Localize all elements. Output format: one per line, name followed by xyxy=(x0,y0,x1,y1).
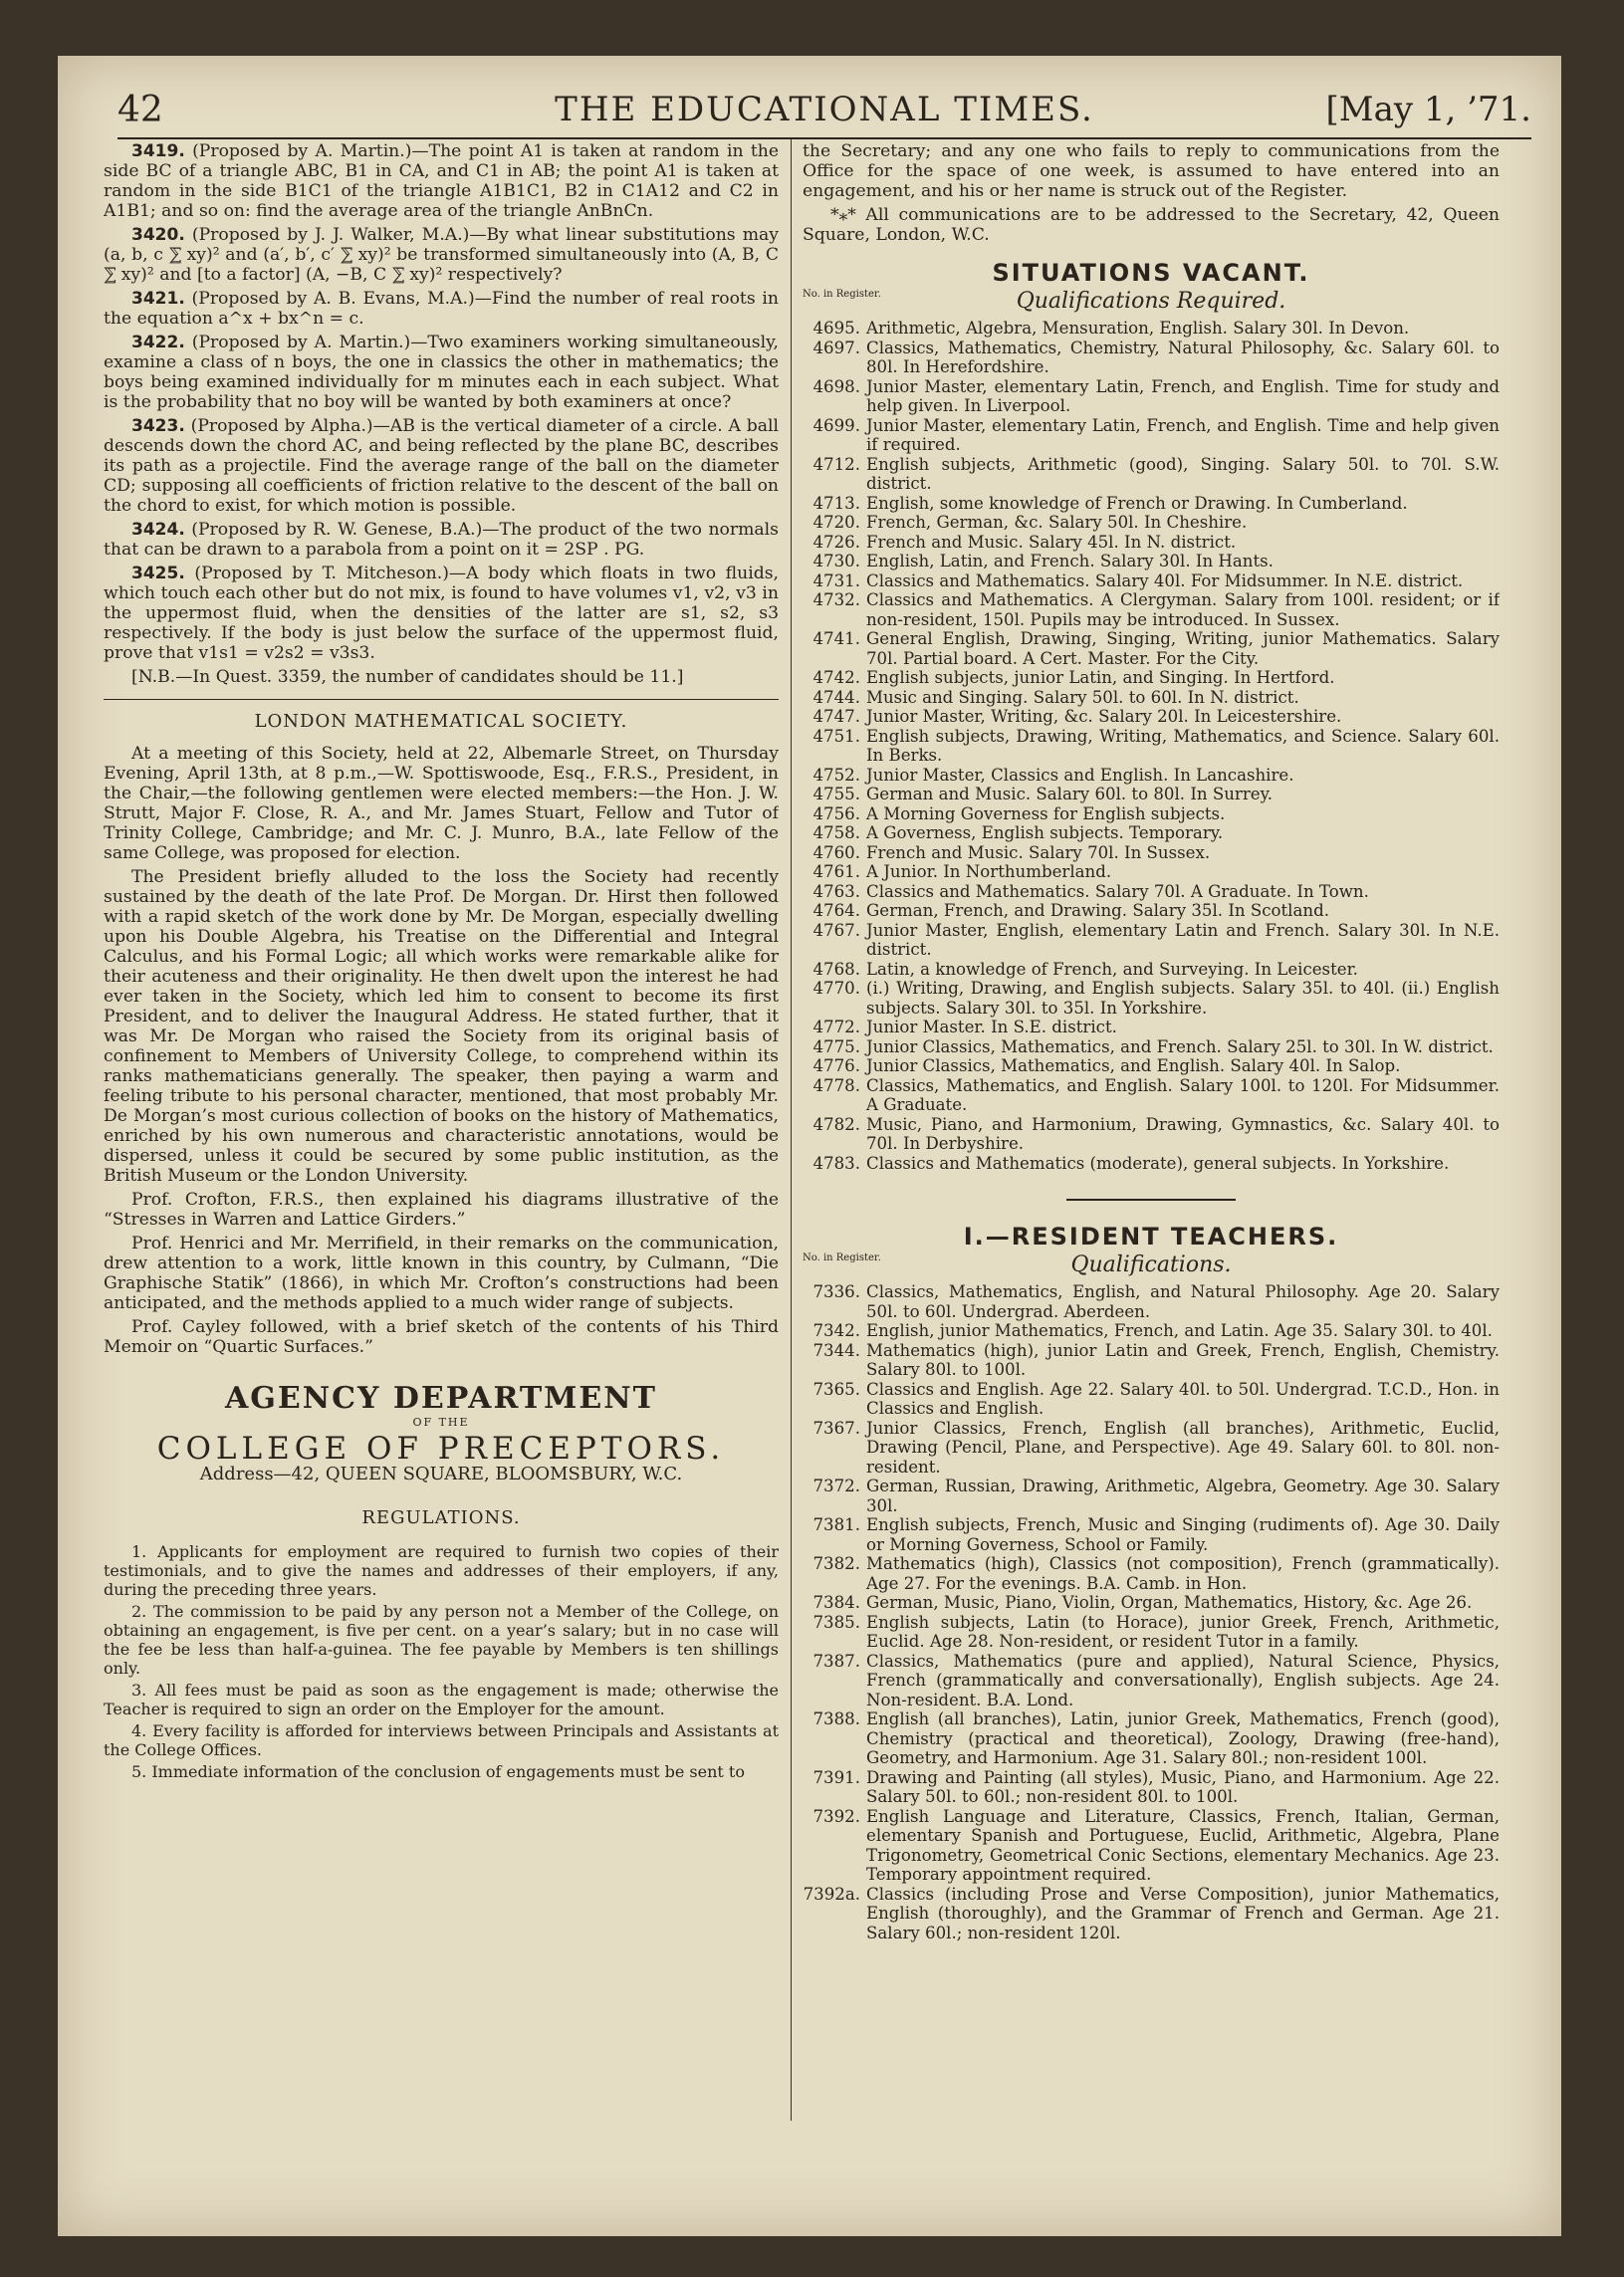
lms-report xyxy=(104,744,779,1357)
list-item xyxy=(803,766,1500,786)
publication-title: THE EDUCATIONAL TIMES. xyxy=(555,90,1094,129)
list-item xyxy=(803,552,1500,571)
list-item xyxy=(803,494,1500,514)
register-number: 7392a. xyxy=(803,1884,860,1904)
list-item xyxy=(803,688,1500,708)
list-item xyxy=(803,901,1500,921)
qualifications-text: English (all branches), Latin, junior Greek, Mathematics, French (good), Chemistry (practical and theoretical), Zoology, Drawing (free-hand), Geometry, and Harmonium. Age 31. Salary 80l.; non-resident 100l. xyxy=(866,1709,1500,1767)
list-item xyxy=(803,1321,1500,1341)
qualifications-text: English subjects, Latin (to Horace), junior Greek, French, Arithmetic, Euclid. Age 28. Non-resident, or resident Tutor in a family. xyxy=(866,1612,1500,1651)
register-column-label: No. in Register. xyxy=(803,1252,881,1263)
question-text: (Proposed by Alpha.)—AB is the vertical diameter of a circle. A ball descends down the chord AC, and being reflected by the plane BC, describes its path as a projectile. Find the average range of the ball on the diameter CD; supposing all coefficients of friction relative to the descent of the ball on the chord to exist, for which motion is possible. xyxy=(104,416,779,516)
register-number: 4697. xyxy=(812,338,860,357)
register-number: 4763. xyxy=(812,881,860,901)
register-number: 4742. xyxy=(812,668,860,687)
register-number: 7391. xyxy=(812,1767,860,1787)
nb-note: [N.B.—In Quest. 3359, the number of candidates should be 11.] xyxy=(131,667,684,687)
list-item xyxy=(803,921,1500,960)
college-name: COLLEGE OF PRECEPTORS. xyxy=(156,1431,726,1467)
register-number: 4698. xyxy=(812,376,860,396)
register-number: 7342. xyxy=(812,1321,860,1340)
newspaper-page xyxy=(58,56,1561,2236)
list-item xyxy=(803,668,1500,688)
register-number: 4761. xyxy=(812,862,860,881)
list-item xyxy=(803,533,1500,553)
register-number: 7372. xyxy=(812,1477,860,1495)
register-number: 4752. xyxy=(812,765,860,785)
qualifications-text: A Junior. In Northumberland. xyxy=(866,862,1112,881)
qualifications-text: Arithmetic, Algebra, Mensuration, English. Salary 30l. In Devon. xyxy=(866,319,1410,338)
qualifications-text: A Morning Governess for English subjects. xyxy=(866,803,1226,823)
question-text: (Proposed by J. J. Walker, M.A.)—By what linear substitutions may (a, b, c ⅀ xy)² and (a′, b′, c′ ⅀ xy)² be transformed simultaneously into (A, B, C ⅀ xy)² and [to a factor] (A, −B, C ⅀ xy)² respectively? xyxy=(104,225,779,285)
questions-section xyxy=(104,141,779,663)
qualifications-text: Classics and Mathematics. Salary 70l. A Graduate. In Town. xyxy=(866,881,1369,901)
list-item xyxy=(803,1282,1500,1321)
regulations-continued xyxy=(803,141,1500,245)
register-number: 4720. xyxy=(812,513,860,532)
register-number: 4783. xyxy=(812,1153,860,1173)
list-item xyxy=(803,319,1500,339)
question-text: (Proposed by T. Mitcheson.)—A body which floats in two fluids, which touch each other but do not mix, is found to have volumes v1, v2, v3 in the uppermost fluid, when the densities of the latter are s1, s2, s3 respectively. If the body is just below the surface of the uppermost fluid, prove that v1s1 = v2s2 = v3s3. xyxy=(104,564,779,663)
register-number: 7392. xyxy=(812,1806,860,1826)
list-item xyxy=(803,629,1500,668)
register-number: 7388. xyxy=(812,1709,860,1728)
register-number: 4768. xyxy=(812,959,860,979)
register-number: 4782. xyxy=(812,1114,860,1134)
register-number: 7381. xyxy=(812,1515,860,1534)
qualifications-text: Junior Master, Classics and English. In Lancashire. xyxy=(866,765,1294,785)
situations-heading: SITUATIONS VACANT. xyxy=(992,259,1310,287)
register-number: 4747. xyxy=(812,707,860,726)
qualifications-text: Junior Master, elementary Latin, French, and English. Time for study and help given. In Liverpool. xyxy=(866,376,1500,415)
register-number: 4699. xyxy=(812,415,860,435)
regulations-list xyxy=(104,1542,779,1781)
regulation-item: 2. The commission to be paid by any person not a Member of the College, on obtaining an engagement, is five per cent. on a year’s salary; but in no case will the fee be less than half-a-guinea. The fee payable by Members is ten shillings only. xyxy=(104,1602,779,1678)
list-item xyxy=(803,1593,1500,1613)
question-item xyxy=(104,141,779,221)
register-number: 4756. xyxy=(812,803,860,823)
lms-paragraph: Prof. Henrici and Mr. Merrifield, in their remarks on the communication, drew attention to a work, little known in this country, by Culmann, “Die Graphische Statik” (1866), in which Mr. Crofton’s constructions had been anticipated, and the methods applied to a much wider range of subjects. xyxy=(104,1234,779,1313)
register-number: 4772. xyxy=(812,1018,860,1036)
qualifications-text: Junior Master, English, elementary Latin and French. Salary 30l. In N.E. district. xyxy=(866,920,1500,959)
regulation-item: 5. Immediate information of the conclusion of engagements must be sent to xyxy=(131,1762,745,1781)
list-item xyxy=(803,1154,1500,1174)
list-item xyxy=(803,727,1500,766)
question-item xyxy=(104,289,779,329)
register-number: 4732. xyxy=(812,590,860,609)
list-item xyxy=(803,1515,1500,1554)
list-item xyxy=(803,513,1500,533)
question-text: (Proposed by A. Martin.)—Two examiners working simultaneously, examine a class of n boys, the one in classics the other in mathematics; the boys being examined individually for m minutes each in each subject. What is the probability that no boy will be wanted by both examiners at once? xyxy=(104,333,779,412)
list-item xyxy=(803,804,1500,824)
qualifications-text: General English, Drawing, Singing, Writing, junior Mathematics. Salary 70l. Partial board. A Cert. Master. For the City. xyxy=(866,629,1500,668)
qualifications-text: English subjects, Drawing, Writing, Mathematics, and Science. Salary 60l. In Berks. xyxy=(866,726,1500,765)
list-item xyxy=(803,571,1500,591)
list-item xyxy=(803,1768,1500,1807)
list-item xyxy=(803,707,1500,727)
resident-subheader xyxy=(803,1252,1500,1278)
register-number: 4730. xyxy=(812,552,860,570)
register-number: 7382. xyxy=(812,1554,860,1573)
question-number: 3422. xyxy=(131,333,185,352)
lms-paragraph: The President briefly alluded to the loss the Society had recently sustained by the death of the late Prof. De Morgan. Dr. Hirst then followed with a rapid sketch of the work done by Mr. De Morgan, especially dwelling upon his Double Algebra, his Treatise on the Differential and Integral Calculus, and his Formal Logic; all which works were remarkable alike for their acuteness and their originality. He then dwelt upon the interest he had ever taken in the Society, which led him to consent to become its first President, and to deliver the Inaugural Address. He stated further, that it was Mr. De Morgan who raised the Society from its original basis of confinement to Members of University College, to comprehend within its ranks mathematicians generally. The speaker, then paying a warm and feeling tribute to his personal character, mentioned, that most probably Mr. De Morgan’s most curious collection of books on the history of Mathematics, enriched by his own numerous and characteristic annotations, would be dispersed, unless it could be secured by some public institution, as the British Museum or the London University. xyxy=(104,867,779,1186)
question-number: 3425. xyxy=(131,564,185,583)
qualifications-text: English, Latin, and French. Salary 30l. In Hants. xyxy=(866,552,1274,570)
register-number: 4776. xyxy=(812,1056,860,1075)
list-item xyxy=(803,1613,1500,1652)
short-rule xyxy=(1066,1199,1236,1201)
register-number: 4767. xyxy=(812,920,860,940)
qualifications-text: Classics and Mathematics. A Clergyman. Salary from 100l. resident; or if non-resident, 150l. Pupils may be introduced. In Sussex. xyxy=(866,590,1500,629)
list-item xyxy=(803,1554,1500,1593)
lms-paragraph: Prof. Crofton, F.R.S., then explained his diagrams illustrative of the “Stresses in Warren and Lattice Girders.” xyxy=(104,1190,779,1230)
question-text: (Proposed by A. Martin.)—The point A1 is taken at random in the side BC of a triangle ABC, B1 in CA, and C1 in AB; the point A1 is taken at random in the side B1C1 of the triangle A1B1C1, B2 in C1A12 and C2 in A1B1; and so on: find the average area of the triangle AnBnCn. xyxy=(104,141,779,221)
register-number: 4760. xyxy=(812,842,860,862)
qualifications-text: Classics, Mathematics, English, and Natural Philosophy. Age 20. Salary 50l. to 60l. Undergrad. Aberdeen. xyxy=(866,1282,1500,1321)
list-item xyxy=(803,1419,1500,1478)
regulation-item: 3. All fees must be paid as soon as the engagement is made; otherwise the Teacher is required to sign an order on the Employer for the amount. xyxy=(104,1681,779,1718)
register-number: 4695. xyxy=(812,319,860,338)
intro-paragraph: *⁎* All communications are to be addressed to the Secretary, 42, Queen Square, London, W.C. xyxy=(803,205,1500,245)
lms-heading: LONDON MATHEMATICAL SOCIETY. xyxy=(254,711,628,732)
register-number: 7384. xyxy=(812,1593,860,1612)
qualifications-text: Music and Singing. Salary 50l. to 60l. In N. district. xyxy=(866,687,1299,707)
register-column-label: No. in Register. xyxy=(803,289,881,300)
qualifications-text: French, German, &c. Salary 50l. In Cheshire. xyxy=(866,513,1248,532)
question-item xyxy=(104,333,779,412)
section-divider xyxy=(104,699,779,700)
qualifications-text: Music, Piano, and Harmonium, Drawing, Gymnastics, &c. Salary 40l. to 70l. In Derbyshire. xyxy=(866,1114,1500,1153)
regulations-heading: REGULATIONS. xyxy=(361,1507,521,1528)
question-item xyxy=(104,225,779,285)
register-number: 4755. xyxy=(812,785,860,803)
situations-subheading: Qualifications Required. xyxy=(1016,289,1286,314)
list-item xyxy=(803,979,1500,1018)
lms-paragraph: Prof. Cayley followed, with a brief sketch of the contents of his Third Memoir on “Quartic Surfaces.” xyxy=(104,1317,779,1357)
question-number: 3420. xyxy=(131,225,185,245)
register-number: 4726. xyxy=(812,532,860,552)
qualifications-text: English, junior Mathematics, French, and Latin. Age 35. Salary 30l. to 40l. xyxy=(866,1321,1493,1340)
regulation-item: 1. Applicants for employment are required to furnish two copies of their testimonials, and to give the names and addresses of their employers, if any, during the preceding three years. xyxy=(104,1542,779,1599)
intro-paragraph: the Secretary; and any one who fails to reply to communications from the Office for the space of one week, is assumed to have entered into an engagement, and his or her name is struck out of the Register. xyxy=(803,141,1500,201)
list-item xyxy=(803,1018,1500,1037)
question-item xyxy=(104,520,779,560)
situations-subheader xyxy=(803,289,1500,315)
register-number: 7336. xyxy=(812,1282,860,1301)
lms-paragraph: At a meeting of this Society, held at 22, Albemarle Street, on Thursday Evening, April 13th, at 8 p.m.,—W. Spottiswoode, Esq., F.R.S., President, in the Chair,—the following gentlemen were elected members:—the Hon. J. W. Strutt, Major F. Close, R. A., and Mr. James Stuart, Fellow and Tutor of Trinity College, Cambridge; and Mr. C. J. Munro, B.A., late Fellow of the same College, was proposed for election. xyxy=(104,744,779,863)
list-item xyxy=(803,1056,1500,1076)
qualifications-text: English subjects, junior Latin, and Singing. In Hertford. xyxy=(866,668,1335,687)
list-item xyxy=(803,862,1500,882)
left-column xyxy=(104,141,779,2123)
register-number: 4778. xyxy=(812,1075,860,1095)
register-number: 4744. xyxy=(812,687,860,707)
register-number: 4712. xyxy=(812,454,860,474)
list-item xyxy=(803,882,1500,902)
qualifications-text: Classics and Mathematics (moderate), general subjects. In Yorkshire. xyxy=(866,1153,1450,1173)
question-number: 3419. xyxy=(131,141,185,161)
qualifications-text: Mathematics (high), junior Latin and Greek, French, English, Chemistry. Salary 80l. to 100l. xyxy=(866,1340,1500,1379)
agency-of-the: OF THE xyxy=(412,1416,470,1429)
resident-heading: I.—RESIDENT TEACHERS. xyxy=(963,1223,1339,1251)
qualifications-text: Junior Master. In S.E. district. xyxy=(866,1018,1117,1036)
qualifications-text: Junior Master, elementary Latin, French, and English. Time and help given if required. xyxy=(866,415,1500,454)
agency-title: AGENCY DEPARTMENT xyxy=(224,1381,657,1416)
list-item xyxy=(803,1037,1500,1057)
list-item xyxy=(803,960,1500,980)
question-item xyxy=(104,416,779,516)
list-item xyxy=(803,377,1500,416)
qualifications-text: Mathematics (high), Classics (not composition), French (grammatically). Age 27. For the evenings. B.A. Camb. in Hon. xyxy=(866,1554,1500,1593)
register-number: 4751. xyxy=(812,726,860,746)
qualifications-text: German, Music, Piano, Violin, Organ, Mathematics, History, &c. Age 26. xyxy=(866,1593,1473,1612)
issue-date: [May 1, ’71. xyxy=(1325,90,1531,129)
qualifications-text: Classics, Mathematics, Chemistry, Natural Philosophy, &c. Salary 60l. to 80l. In Herefordshire. xyxy=(866,338,1500,376)
list-item xyxy=(803,1885,1500,1943)
question-number: 3423. xyxy=(131,416,185,436)
regulation-item: 4. Every facility is afforded for interviews between Principals and Assistants at the College Offices. xyxy=(104,1721,779,1759)
right-column xyxy=(803,141,1500,2123)
qualifications-text: Junior Classics, French, English (all branches), Arithmetic, Euclid, Drawing (Pencil, Plane, and Perspective). Age 49. Salary 60l. to 80l. non-resident. xyxy=(866,1418,1500,1477)
qualifications-text: English subjects, French, Music and Singing (rudiments of). Age 30. Daily or Morning Governess, School or Family. xyxy=(866,1515,1500,1554)
qualifications-text: Junior Classics, Mathematics, and French. Salary 25l. to 30l. In W. district. xyxy=(866,1036,1494,1056)
register-number: 4741. xyxy=(812,629,860,648)
qualifications-text: English Language and Literature, Classics, French, Italian, German, elementary Spanish and Portuguese, Euclid, Arithmetic, Algebra, Plane Trigonometry, Geometrical Conic Sections, elementary Mechanics. Age 23. Temporary appointment required. xyxy=(866,1806,1500,1884)
situations-list xyxy=(803,319,1500,1173)
qualifications-text: A Governess, English subjects. Temporary. xyxy=(866,823,1224,842)
resident-list xyxy=(803,1282,1500,1942)
qualifications-text: French and Music. Salary 70l. In Sussex. xyxy=(866,842,1211,862)
list-item xyxy=(803,1076,1500,1115)
page-header xyxy=(117,84,1531,143)
list-item xyxy=(803,823,1500,843)
list-item xyxy=(803,590,1500,629)
list-item xyxy=(803,416,1500,455)
qualifications-text: Latin, a knowledge of French, and Surveying. In Leicester. xyxy=(866,959,1358,979)
register-number: 4731. xyxy=(812,570,860,590)
list-item xyxy=(803,1652,1500,1710)
question-text: (Proposed by A. B. Evans, M.A.)—Find the number of real roots in the equation a^x + bx^n = c. xyxy=(104,289,779,329)
qualifications-text: Classics, Mathematics, and English. Salary 100l. to 120l. For Midsummer. A Graduate. xyxy=(866,1075,1500,1114)
register-number: 4775. xyxy=(812,1036,860,1056)
question-number: 3424. xyxy=(131,520,185,540)
qualifications-text: Drawing and Painting (all styles), Music, Piano, and Harmonium. Age 22. Salary 50l. to 60l.; non-resident 80l. to 100l. xyxy=(866,1767,1500,1806)
question-item xyxy=(104,564,779,663)
list-item xyxy=(803,785,1500,804)
list-item xyxy=(803,1380,1500,1419)
list-item xyxy=(803,1115,1500,1154)
list-item xyxy=(803,843,1500,863)
header-rule xyxy=(117,137,1531,139)
agency-address: Address—42, QUEEN SQUARE, BLOOMSBURY, W.C. xyxy=(199,1464,683,1484)
list-item xyxy=(803,1709,1500,1768)
column-rule xyxy=(791,139,792,2121)
page-number: 42 xyxy=(117,90,163,130)
qualifications-text: Classics (including Prose and Verse Composition), junior Mathematics, English (thoroughly), and the Grammar of French and German. Age 21. Salary 60l.; non-resident 120l. xyxy=(866,1884,1500,1942)
qualifications-text: English subjects, Arithmetic (good), Singing. Salary 50l. to 70l. S.W. district. xyxy=(866,454,1500,493)
qualifications-text: German, French, and Drawing. Salary 35l. In Scotland. xyxy=(866,901,1329,920)
list-item xyxy=(803,1807,1500,1885)
resident-subheading: Qualifications. xyxy=(1070,1252,1232,1277)
list-item xyxy=(803,339,1500,377)
register-number: 7387. xyxy=(812,1651,860,1671)
register-number: 7365. xyxy=(812,1379,860,1399)
qualifications-text: Classics and Mathematics. Salary 40l. For Midsummer. In N.E. district. xyxy=(866,570,1464,590)
qualifications-text: Classics, Mathematics (pure and applied), Natural Science, Physics, French (grammatically and conversationally), English subjects. Age 24. Non-resident. B.A. Lond. xyxy=(866,1651,1500,1709)
qualifications-text: English, some knowledge of French or Drawing. In Cumberland. xyxy=(866,493,1408,513)
register-number: 4758. xyxy=(812,823,860,842)
qualifications-text: French and Music. Salary 45l. In N. district. xyxy=(866,532,1237,552)
register-number: 4713. xyxy=(812,493,860,513)
question-number: 3421. xyxy=(131,289,185,309)
question-text: (Proposed by R. W. Genese, B.A.)—The product of the two normals that can be drawn to a parabola from a point on it = 2SP . PG. xyxy=(104,520,779,560)
qualifications-text: Junior Master, Writing, &c. Salary 20l. In Leicestershire. xyxy=(866,707,1342,726)
register-number: 7385. xyxy=(812,1612,860,1632)
register-number: 7344. xyxy=(812,1340,860,1360)
register-number: 4764. xyxy=(812,901,860,920)
list-item xyxy=(803,1477,1500,1515)
register-number: 7367. xyxy=(812,1418,860,1438)
register-number: 4770. xyxy=(812,979,860,998)
list-item xyxy=(803,1341,1500,1380)
qualifications-text: (i.) Writing, Drawing, and English subjects. Salary 35l. to 40l. (ii.) English subjects. Salary 30l. to 35l. In Yorkshire. xyxy=(866,979,1500,1018)
qualifications-text: German, Russian, Drawing, Arithmetic, Algebra, Geometry. Age 30. Salary 30l. xyxy=(866,1477,1500,1515)
qualifications-text: German and Music. Salary 60l. to 80l. In Surrey. xyxy=(866,785,1274,803)
qualifications-text: Junior Classics, Mathematics, and English. Salary 40l. In Salop. xyxy=(866,1056,1401,1075)
qualifications-text: Classics and English. Age 22. Salary 40l. to 50l. Undergrad. T.C.D., Hon. in Classics and English. xyxy=(866,1379,1500,1418)
list-item xyxy=(803,455,1500,494)
